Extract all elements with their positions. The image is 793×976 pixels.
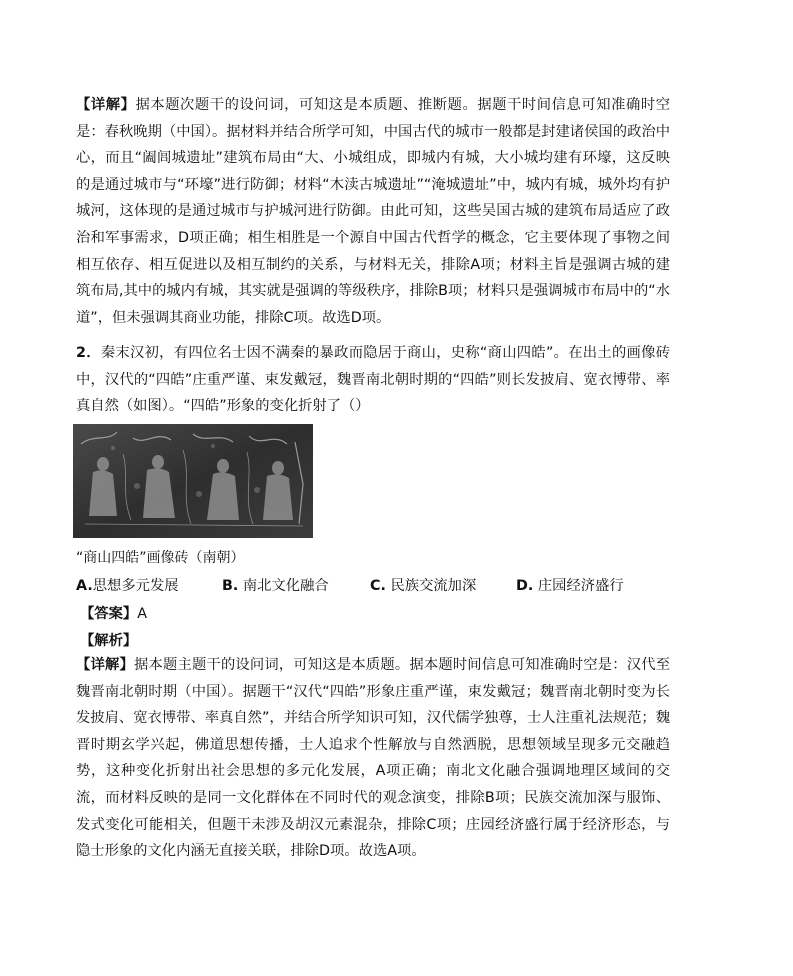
answer-value: A xyxy=(137,606,147,622)
detail-tag: 【详解】 xyxy=(76,657,134,673)
option-text: 思想多元发展 xyxy=(92,578,179,594)
option-a xyxy=(76,573,179,599)
option-text: 庄园经济盛行 xyxy=(537,578,624,594)
option-letter: A. xyxy=(76,578,93,594)
option-letter: D. xyxy=(516,578,534,594)
analysis-label: 【解析】 xyxy=(80,633,138,649)
detail-paragraph-q1 xyxy=(76,92,670,331)
detail-tag: 【详解】 xyxy=(76,97,136,113)
option-d xyxy=(516,573,624,599)
answer-line xyxy=(80,601,147,627)
question-2-stem xyxy=(76,340,670,420)
option-text: 民族交流加深 xyxy=(390,578,477,594)
option-text: 南北文化融合 xyxy=(242,578,329,594)
answer-options xyxy=(76,573,676,599)
detail-paragraph-q2 xyxy=(76,652,670,865)
answer-label: 【答案】 xyxy=(80,606,138,622)
option-b xyxy=(222,573,329,599)
detail-text: 据本题主题干的设问词，可知这是本质题。据本题时间信息可知准确时空是：汉代至魏晋南北朝时期（中国）。据题干“汉代“四皓”形象庄重严谨，束发戴冠；魏晋南北朝时变为长发披肩、宽衣博带、率真自然”，并结合所学知识可知，汉代儒学独尊，士人注重礼法规范；魏晋时期玄学兴起，佛道思想传播，士人追求个性解放与自然洒脱，思想领域呈现多元交融趋势，这种变化折射出社会思想的多元化发展，A项正确；南北文化融合强调地理区域间的交流，而材料反映的是同一文化群体在不同时代的观念演变，排除B项；民族交流加深与服饰、发式变化可能相关，但题干未涉及胡汉元素混杂，排除C项；庄园经济盛行属于经济形态，与隐士形象的文化内涵无直接关联，排除D项。故选A项。 xyxy=(76,657,671,860)
option-letter: C. xyxy=(370,578,386,594)
detail-text: 据本题次题干的设问词，可知这是本质题、推断题。据题干时间信息可知准确时空是：春秋晚期（中国）。据材料并结合所学可知，中国古代的城市一般都是封建诸侯国的政治中心，而且“阖闾城遗址”建筑布局由“大、小城组成，即城内有城，大小城均建有环壕，这反映的是通过城市与“环壕”进行防御；材料“木渎古城遗址”“淹城遗址”中，城内有城，城外均有护城河，这体现的是通过城市与护城河进行防御。由此可知，这些吴国古城的建筑布局适应了政治和军事需求，D项正确；相生相胜是一个源自中国古代哲学的概念，它主要体现了事物之间相互依存、相互促进以及相互制约的关系，与材料无关，排除A项；材料主旨是强调古城的建筑布局,其中的城内有城，其实就是强调的等级秩序，排除B项；材料只是强调城市布局中的“水道”，但未强调其商业功能，排除C项。故选D项。 xyxy=(76,97,671,326)
brick-relief-illustration xyxy=(73,424,313,538)
option-letter: B. xyxy=(222,578,239,594)
option-c xyxy=(370,573,476,599)
brick-relief-image xyxy=(73,424,313,538)
question-text: 秦末汉初，有四位名士因不满秦的暴政而隐居于商山，史称“商山四皓”。在出土的画像砖中，汉代的“四皓”庄重严谨、束发戴冠，魏晋南北朝时期的“四皓”则长发披肩、宽衣博带、率真自然（如图）。“四皓”形象的变化折射了（） xyxy=(76,345,671,415)
question-number: 2． xyxy=(76,345,101,361)
figure-caption: “商山四皓”画像砖（南朝） xyxy=(76,550,245,566)
